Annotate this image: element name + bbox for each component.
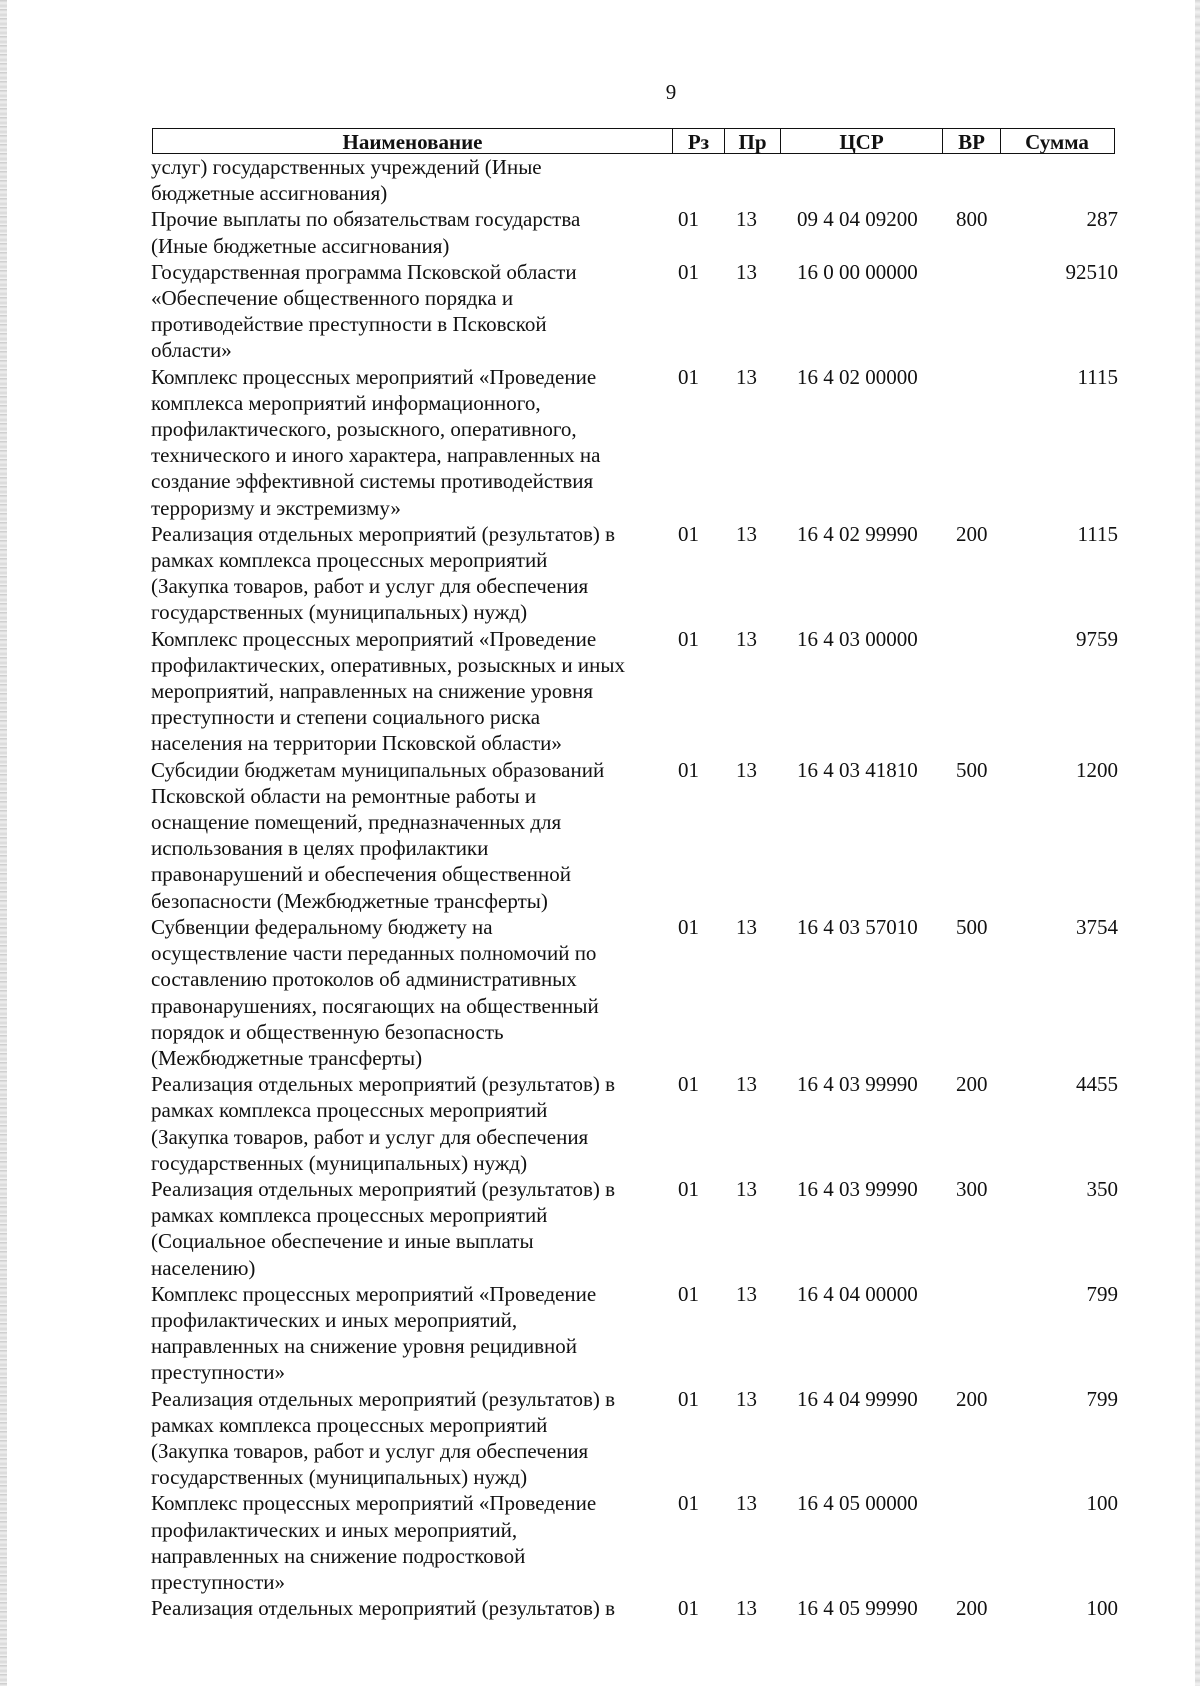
row-rz: 01 xyxy=(678,207,699,232)
row-name xyxy=(151,1176,661,1281)
row-rz: 01 xyxy=(678,914,699,939)
row-pr: 13 xyxy=(736,1386,757,1411)
row-name-line: направленных на снижение подростковой xyxy=(151,1543,526,1568)
row-name-line: преступности» xyxy=(151,1569,286,1594)
row-pr: 13 xyxy=(736,1596,757,1621)
row-name-line: бюджетные ассигнования) xyxy=(151,181,388,206)
row-vr: 800 xyxy=(956,207,988,232)
row-name-line: мероприятий, направленных на снижение уровня xyxy=(151,679,594,704)
row-name-line: Реализация отдельных мероприятий (результатов) в xyxy=(151,1596,616,1621)
row-rz: 01 xyxy=(678,1072,699,1097)
row-name xyxy=(151,626,661,757)
row-name xyxy=(151,206,661,258)
row-name-line: Реализация отдельных мероприятий (результатов) в xyxy=(151,1386,616,1411)
row-name xyxy=(151,259,661,364)
row-name-line: правонарушений и обеспечения общественной xyxy=(151,862,571,887)
row-pr: 13 xyxy=(736,1491,757,1516)
row-rz: 01 xyxy=(678,1281,699,1306)
row-sum: 3754 xyxy=(1076,914,1118,939)
page-number: 9 xyxy=(665,80,677,104)
row-sum: 4455 xyxy=(1076,1072,1118,1097)
table-header xyxy=(152,128,1115,154)
row-name-line: (Межбюджетные трансферты) xyxy=(151,1045,423,1070)
row-csr: 16 4 04 99990 xyxy=(797,1386,918,1411)
row-name-line: Реализация отдельных мероприятий (результатов) в xyxy=(151,1176,616,1201)
row-name-line: осуществление части переданных полномочий по xyxy=(151,941,597,966)
row-name-line: государственных (муниципальных) нужд) xyxy=(151,600,528,625)
row-pr: 13 xyxy=(736,521,757,546)
row-name-line: услуг) государственных учреждений (Иные xyxy=(151,155,542,179)
table-body xyxy=(0,154,1200,1621)
row-name xyxy=(151,1281,661,1386)
row-sum: 799 xyxy=(1086,1281,1118,1306)
row-name-line: Псковской области на ремонтные работы и xyxy=(151,783,537,808)
row-name-line: создание эффективной системы противодействия xyxy=(151,469,594,494)
table-row xyxy=(0,1386,1200,1491)
row-name xyxy=(151,1386,661,1491)
header-rz: Рз xyxy=(673,129,725,153)
row-name-line: Государственная программа Псковской области xyxy=(151,259,577,284)
row-sum: 9759 xyxy=(1076,626,1118,651)
header-csr: ЦСР xyxy=(781,129,943,153)
row-name-line: Реализация отдельных мероприятий (результатов) в xyxy=(151,521,616,546)
table-row xyxy=(0,259,1200,364)
row-sum: 1115 xyxy=(1077,521,1118,546)
table-row xyxy=(0,364,1200,521)
row-name-line: (Закупка товаров, работ и услуг для обеспечения xyxy=(151,574,589,599)
table-row xyxy=(0,757,1200,914)
row-name-line: области» xyxy=(151,338,232,363)
row-vr: 200 xyxy=(956,521,988,546)
row-csr: 09 4 04 09200 xyxy=(797,207,918,232)
row-csr: 16 4 03 00000 xyxy=(797,626,918,651)
row-name-line: Прочие выплаты по обязательствам государства xyxy=(151,207,581,232)
row-rz: 01 xyxy=(678,757,699,782)
row-name-line: государственных (муниципальных) нужд) xyxy=(151,1150,528,1175)
row-rz: 01 xyxy=(678,1176,699,1201)
row-csr: 16 4 05 00000 xyxy=(797,1491,918,1516)
row-vr: 200 xyxy=(956,1386,988,1411)
header-pr: Пр xyxy=(725,129,781,153)
row-name xyxy=(151,914,661,1071)
row-pr: 13 xyxy=(736,207,757,232)
row-vr: 500 xyxy=(956,914,988,939)
row-name-line: порядок и общественную безопасность xyxy=(151,1019,504,1044)
row-name-line: преступности и степени социального риска xyxy=(151,705,541,730)
row-name-line: населения на территории Псковской области» xyxy=(151,731,562,756)
row-rz: 01 xyxy=(678,1386,699,1411)
row-csr: 16 0 00 00000 xyxy=(797,259,918,284)
row-name-line: составлению протоколов об административных xyxy=(151,967,577,992)
table-row xyxy=(0,1281,1200,1386)
row-name xyxy=(151,757,661,914)
table-row xyxy=(0,154,1200,206)
row-rz: 01 xyxy=(678,521,699,546)
row-sum: 1115 xyxy=(1077,364,1118,389)
row-csr: 16 4 05 99990 xyxy=(797,1596,918,1621)
row-csr: 16 4 03 57010 xyxy=(797,914,918,939)
table-row xyxy=(0,1490,1200,1595)
row-vr: 200 xyxy=(956,1072,988,1097)
row-name-line: рамках комплекса процессных мероприятий xyxy=(151,548,548,573)
table-row xyxy=(0,521,1200,626)
row-rz: 01 xyxy=(678,364,699,389)
row-name xyxy=(151,364,661,521)
row-pr: 13 xyxy=(736,1281,757,1306)
table-row xyxy=(0,914,1200,1071)
row-name-line: оснащение помещений, предназначенных для xyxy=(151,810,562,835)
row-rz: 01 xyxy=(678,259,699,284)
row-sum: 1200 xyxy=(1076,757,1118,782)
row-pr: 13 xyxy=(736,914,757,939)
row-sum: 100 xyxy=(1086,1491,1118,1516)
row-sum: 100 xyxy=(1086,1596,1118,1621)
row-pr: 13 xyxy=(736,626,757,651)
row-vr: 500 xyxy=(956,757,988,782)
row-name-line: Комплекс процессных мероприятий «Проведение xyxy=(151,626,597,651)
row-sum: 350 xyxy=(1086,1176,1118,1201)
row-name-line: Реализация отдельных мероприятий (результатов) в xyxy=(151,1072,616,1097)
row-name-line: комплекса мероприятий информационного, xyxy=(151,390,541,415)
table-row xyxy=(0,1071,1200,1176)
table-row xyxy=(0,626,1200,757)
table-row xyxy=(0,206,1200,258)
row-name-line: Субсидии бюджетам муниципальных образований xyxy=(151,757,605,782)
row-name-line: (Закупка товаров, работ и услуг для обеспечения xyxy=(151,1438,589,1463)
row-pr: 13 xyxy=(736,757,757,782)
row-name-line: (Социальное обеспечение и иные выплаты xyxy=(151,1229,534,1254)
row-name-line: направленных на снижение уровня рецидивной xyxy=(151,1334,577,1359)
header-vr: ВР xyxy=(943,129,1001,153)
row-name-line: рамках комплекса процессных мероприятий xyxy=(151,1412,548,1437)
row-csr: 16 4 03 41810 xyxy=(797,757,918,782)
header-sum: Сумма xyxy=(1025,130,1089,154)
row-pr: 13 xyxy=(736,364,757,389)
row-csr: 16 4 02 99990 xyxy=(797,521,918,546)
table-row xyxy=(0,1595,1200,1621)
row-name-line: технического и иного характера, направленных на xyxy=(151,443,601,468)
row-sum: 287 xyxy=(1086,207,1118,232)
row-name xyxy=(151,1071,661,1176)
row-name-line: профилактического, розыскного, оперативного, xyxy=(151,417,577,442)
row-name xyxy=(151,1595,661,1621)
row-name-line: использования в целях профилактики xyxy=(151,836,489,861)
row-name-line: Комплекс процессных мероприятий «Проведение xyxy=(151,364,597,389)
row-pr: 13 xyxy=(736,259,757,284)
row-name xyxy=(151,154,661,206)
row-name-line: населению) xyxy=(151,1255,256,1280)
row-sum: 92510 xyxy=(1065,259,1118,284)
row-name xyxy=(151,521,661,626)
row-name-line: противодействие преступности в Псковской xyxy=(151,312,547,337)
row-name-line: государственных (муниципальных) нужд) xyxy=(151,1465,528,1490)
row-pr: 13 xyxy=(736,1176,757,1201)
row-csr: 16 4 02 00000 xyxy=(797,364,918,389)
row-vr: 200 xyxy=(956,1596,988,1621)
row-pr: 13 xyxy=(736,1072,757,1097)
row-name-line: «Обеспечение общественного порядка и xyxy=(151,286,514,311)
row-name-line: терроризму и экстремизму» xyxy=(151,495,401,520)
row-vr: 300 xyxy=(956,1176,988,1201)
row-name-line: рамках комплекса процессных мероприятий xyxy=(151,1098,548,1123)
header-name: Наименование xyxy=(153,129,673,153)
row-csr: 16 4 04 00000 xyxy=(797,1281,918,1306)
row-name-line: профилактических и иных мероприятий, xyxy=(151,1517,518,1542)
row-rz: 01 xyxy=(678,626,699,651)
row-rz: 01 xyxy=(678,1596,699,1621)
row-sum: 799 xyxy=(1086,1386,1118,1411)
row-name-line: Субвенции федеральному бюджету на xyxy=(151,914,493,939)
row-name-line: преступности» xyxy=(151,1360,286,1385)
row-name-line: (Иные бюджетные ассигнования) xyxy=(151,233,450,258)
row-name-line: профилактических и иных мероприятий, xyxy=(151,1307,518,1332)
row-name-line: рамках комплекса процессных мероприятий xyxy=(151,1203,548,1228)
row-rz: 01 xyxy=(678,1491,699,1516)
row-csr: 16 4 03 99990 xyxy=(797,1072,918,1097)
row-name-line: безопасности (Межбюджетные трансферты) xyxy=(151,888,548,913)
row-name-line: Комплекс процессных мероприятий «Проведение xyxy=(151,1281,597,1306)
row-name-line: (Закупка товаров, работ и услуг для обеспечения xyxy=(151,1124,589,1149)
row-name-line: правонарушениях, посягающих на общественный xyxy=(151,993,599,1018)
row-csr: 16 4 03 99990 xyxy=(797,1176,918,1201)
row-name-line: профилактических, оперативных, розыскных и иных xyxy=(151,652,626,677)
row-name xyxy=(151,1490,661,1595)
row-name-line: Комплекс процессных мероприятий «Проведение xyxy=(151,1491,597,1516)
table-row xyxy=(0,1176,1200,1281)
